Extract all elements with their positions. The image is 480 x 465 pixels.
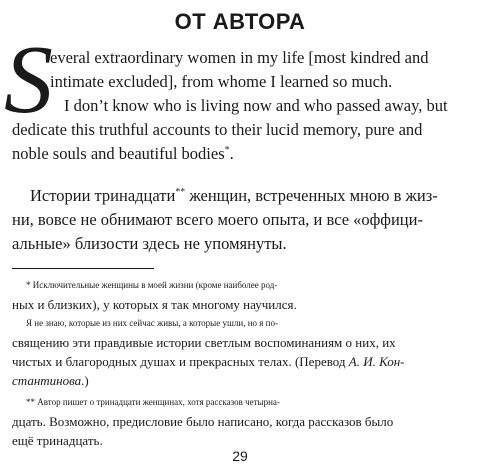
footnote-separator [12, 268, 154, 269]
footnote-2-line-3: ещё тринадцать. [12, 433, 103, 448]
english-line-1: everal extraordinary women in my life [most kindred and [50, 48, 429, 67]
footnote-1-line-1: * Исключительные женщины в моей жизни (кроме наиболее род- [26, 280, 278, 290]
translator-name-end: стантинова [12, 373, 82, 388]
english-line-2: intimate excluded], from whome I learned so much. [50, 72, 393, 91]
page-number: 29 [232, 448, 248, 464]
page-title: ОТ АВТОРА [174, 9, 306, 34]
english-line-3: I don’t know who is living now and who passed away, but [64, 96, 448, 115]
footnote-1-line-6-end: .) [81, 373, 89, 388]
russian-line-1-start: Истории тринадцати [30, 186, 176, 205]
footnote-mark-1: * [224, 144, 230, 156]
english-line-5 [12, 142, 472, 166]
russian-line-1-end: женщин, встреченных мною в жиз- [185, 186, 438, 205]
footnote-mark-2: ** [175, 186, 186, 198]
footnote-1-line-6 [12, 371, 472, 390]
russian-line-1 [30, 184, 438, 208]
translator-name: А. И. Кон- [348, 354, 405, 369]
footnote-1-line-4: священию эти правдивые истории светлым воспоминаниям о них, их [12, 335, 396, 350]
footnote-2-line-1: ** Автор пишет о тринадцати женщинах, хотя рассказов четырна- [26, 397, 280, 407]
footnote-1-line-2: ных и близких), у которых я так многому научился. [12, 297, 297, 312]
english-line-4: dedicate this truthful accounts to their lucid memory, pure and [12, 120, 423, 139]
footnote-2-line-2: дцать. Возможно, предисловие было написано, когда рассказов было [12, 414, 394, 429]
english-line-5-end: . [229, 144, 234, 163]
footnote-1-line-3: Я не знаю, которые из них сейчас живы, а которые ушли, но я по- [26, 318, 278, 328]
russian-line-2: ни, вовсе не обнимают всего моего опыта, и все «оффици- [12, 210, 423, 229]
english-line-5-text: noble souls and beautiful bodies [12, 144, 225, 163]
russian-line-3: альные» близости здесь не упомянуты. [12, 234, 287, 253]
footnote-1-line-5-text: чистых и благородных душах и прекрасных телах. (Перевод [12, 354, 349, 369]
drop-cap-initial: S [4, 26, 53, 134]
footnote-1-line-5 [12, 352, 472, 371]
